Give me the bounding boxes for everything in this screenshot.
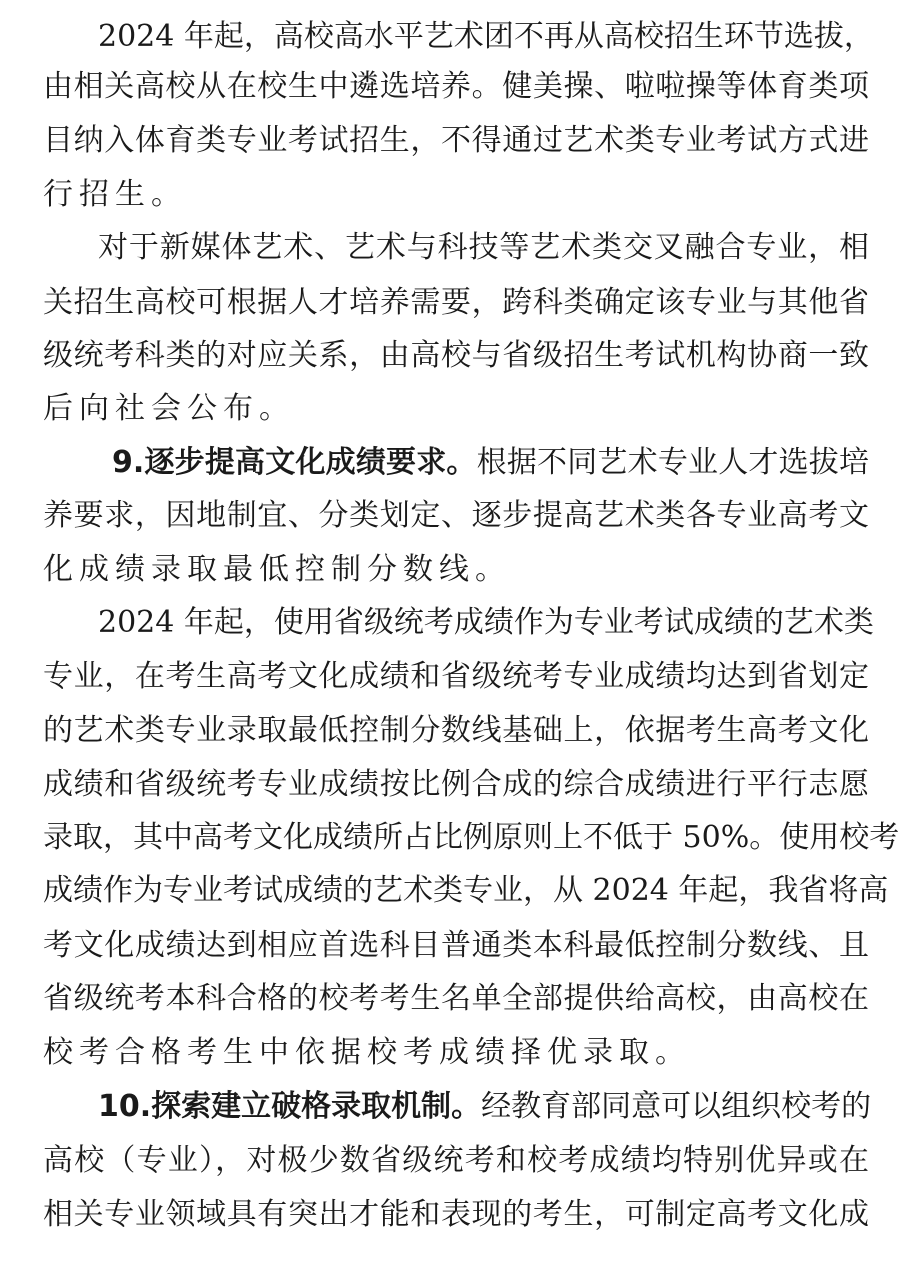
p4-line-9: 校考合格考生中依据校考成绩择优录取。 bbox=[43, 1035, 691, 1070]
section-9-first-line bbox=[112, 443, 869, 483]
p4-line-5: 录取，其中高考文化成绩所占比例原则上不低于 50%。使用校考 bbox=[43, 820, 900, 855]
section-10-heading: 10.探索建立破格录取机制。 bbox=[98, 1089, 482, 1124]
p3-line-3: 化成绩录取最低控制分数线。 bbox=[43, 552, 511, 587]
p3-line-2: 养要求，因地制宜、分类划定、逐步提高艺术类各专业高考文 bbox=[43, 498, 869, 533]
p4-line-4: 成绩和省级统考专业成绩按比例合成的综合成绩进行平行志愿 bbox=[43, 767, 869, 802]
p5-line-2: 高校（专业），对极少数省级统考和校考成绩均特别优异或在 bbox=[43, 1143, 869, 1178]
section-10-first-rest: 经教育部同意可以组织校考的 bbox=[481, 1089, 872, 1124]
p2-line-2: 关招生高校可根据人才培养需要，跨科类确定该专业与其他省 bbox=[43, 285, 869, 320]
p4-line-2: 专业，在考生高考文化成绩和省级统考专业成绩均达到省划定 bbox=[43, 659, 869, 694]
p4-line-8: 省级统考本科合格的校考考生名单全部提供给高校，由高校在 bbox=[43, 981, 869, 1016]
p1-line-3: 目纳入体育类专业考试招生，不得通过艺术类专业考试方式进 bbox=[43, 123, 869, 158]
p2-line-3: 级统考科类的对应关系，由高校与省级招生考试机构协商一致 bbox=[43, 338, 869, 373]
p2-line-1: 对于新媒体艺术、艺术与科技等艺术类交叉融合专业，相 bbox=[98, 230, 869, 265]
p4-line-1: 2024 年起，使用省级统考成绩作为专业考试成绩的艺术类 bbox=[98, 605, 874, 640]
p2-line-4: 后向社会公布。 bbox=[43, 391, 295, 426]
p4-line-6: 成绩作为专业考试成绩的艺术类专业，从 2024 年起，我省将高 bbox=[43, 873, 889, 908]
p5-line-3: 相关专业领域具有突出才能和表现的考生，可制定高考文化成 bbox=[43, 1197, 869, 1232]
section-9-heading: 9.逐步提高文化成绩要求。 bbox=[112, 445, 477, 480]
p1-line-4: 行招生。 bbox=[43, 177, 187, 212]
p1-line-2: 由相关高校从在校生中遴选培养。健美操、啦啦操等体育类项 bbox=[43, 69, 869, 104]
p4-line-3: 的艺术类专业录取最低控制分数线基础上，依据考生高考文化 bbox=[43, 713, 869, 748]
section-9-first-rest: 根据不同艺术专业人才选拔培 bbox=[476, 445, 869, 480]
section-10-first-line bbox=[98, 1087, 872, 1127]
p4-line-7: 考文化成绩达到相应首选科目普通类本科最低控制分数线、且 bbox=[43, 928, 869, 963]
p1-line-1: 2024 年起，高校高水平艺术团不再从高校招生环节选拔， bbox=[98, 19, 874, 54]
